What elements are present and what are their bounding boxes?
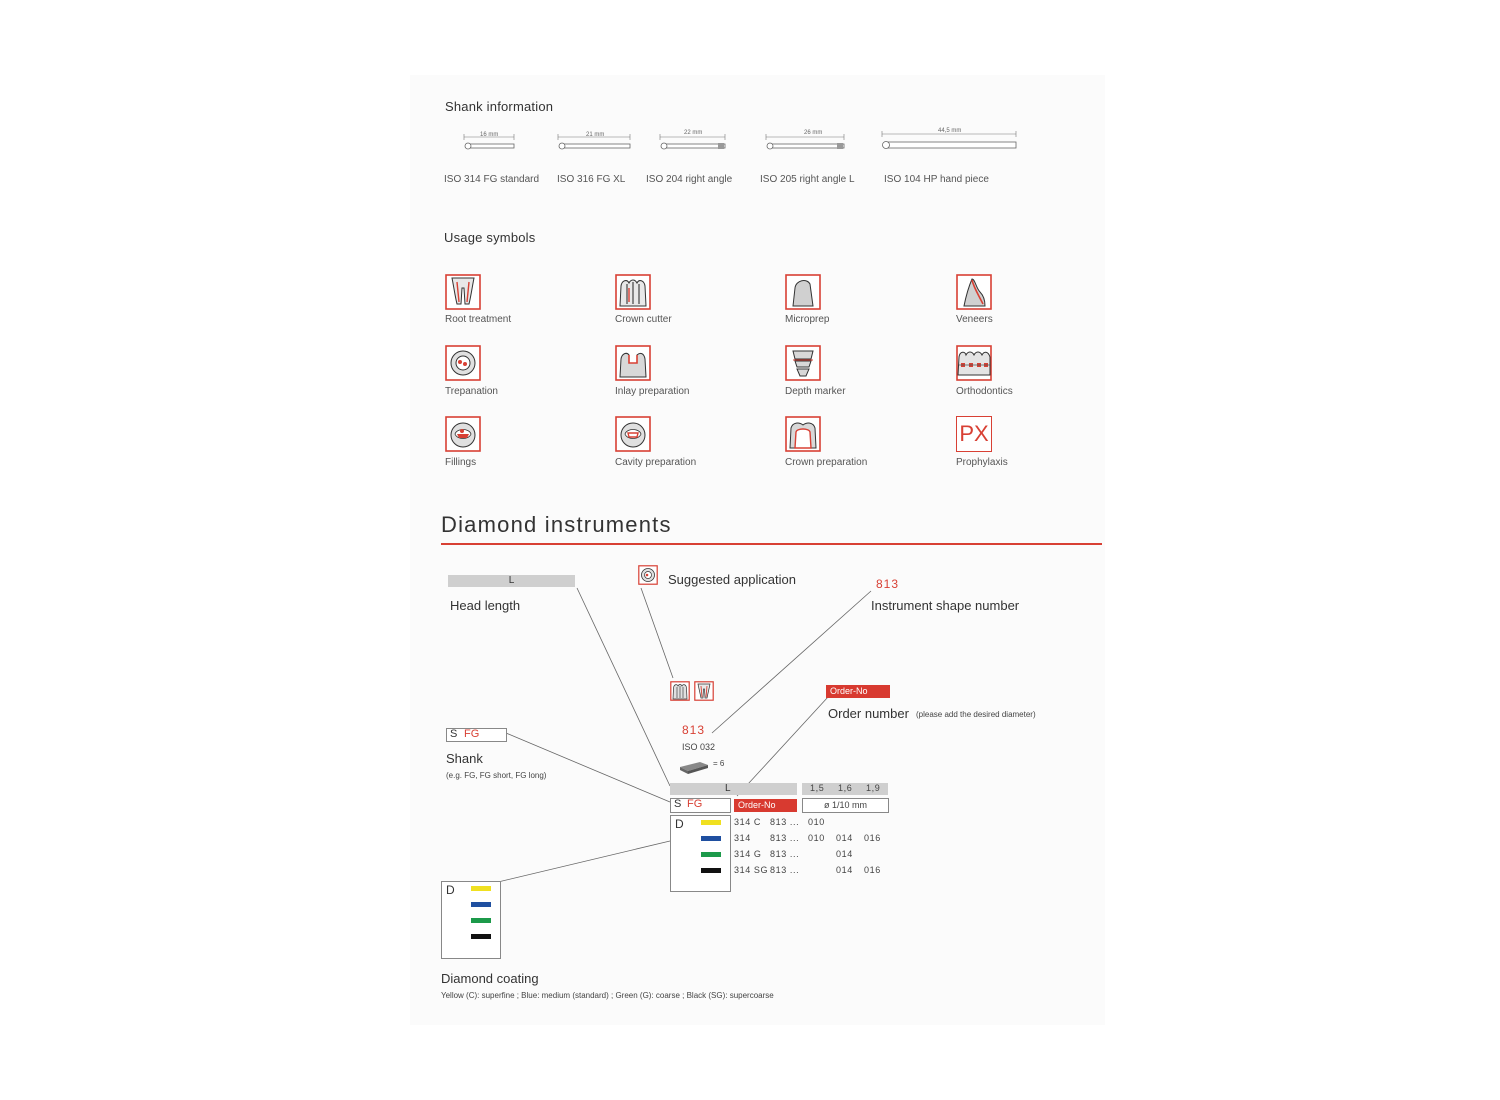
coating-label: Diamond coating — [441, 971, 539, 986]
shank-note: (e.g. FG, FG short, FG long) — [446, 771, 547, 780]
table-shank-s: S — [674, 798, 682, 810]
package-icon — [678, 758, 710, 774]
shank-box — [446, 728, 507, 742]
row-coating-swatch — [701, 820, 721, 825]
diamond-title: Diamond instruments — [441, 512, 672, 537]
diameter-1: 1,5 — [810, 783, 825, 793]
row-code: 314 — [734, 833, 751, 843]
row-code: 314 G — [734, 849, 762, 859]
shank-label-104: ISO 104 HP hand piece — [884, 174, 989, 185]
row-diameter-cell: 010 — [808, 817, 825, 827]
row-diameter-cell: 016 — [864, 833, 881, 843]
shank-dim-316: 21 mm — [586, 132, 605, 138]
iso-number: ISO 032 — [682, 742, 716, 752]
usage-heading: Usage symbols — [444, 230, 536, 245]
row-shape: 813 ... — [770, 817, 800, 827]
row-diameter-cell: 014 — [836, 849, 853, 859]
row-diameter-cell: 016 — [864, 865, 881, 875]
suggested-application-label: Suggested application — [668, 572, 796, 587]
coating-swatch — [471, 902, 491, 907]
usage-label-crown-preparation: Crown preparation — [785, 457, 868, 468]
table-l-bar — [670, 783, 797, 795]
usage-label-orthodontics: Orthodontics — [956, 386, 1013, 397]
row-code: 314 C — [734, 817, 762, 827]
table-shank-cell — [670, 798, 731, 813]
coating-swatch — [471, 886, 491, 891]
coating-box-d: D — [446, 883, 455, 897]
row-coating-swatch — [701, 836, 721, 841]
head-length-label: Head length — [450, 598, 521, 613]
shank-dim-104: 44,5 mm — [938, 128, 962, 134]
usage-label-root-treatment: Root treatment — [445, 314, 512, 325]
usage-label-inlay-preparation: Inlay preparation — [615, 386, 690, 397]
shank-label-316: ISO 316 FG XL — [557, 174, 626, 185]
row-shape: 813 ... — [770, 865, 800, 875]
shank-label: Shank — [446, 751, 483, 766]
table-unit: ø 1/10 mm — [802, 798, 889, 813]
row-code: 314 SG — [734, 865, 769, 875]
root-treatment-small-icon — [694, 681, 714, 701]
order-number-note: (please add the desired diameter) — [916, 710, 1036, 719]
diameter-2: 1,6 — [838, 783, 853, 793]
table-shank-fg: FG — [687, 798, 703, 810]
table-l-label: L — [725, 783, 731, 794]
shank-label-314: ISO 314 FG standard — [444, 174, 540, 185]
usage-label-veneers: Veneers — [956, 314, 993, 325]
shank-label-204: ISO 204 right angle — [646, 174, 733, 185]
shape-number-label: Instrument shape number — [871, 598, 1020, 613]
table-order-tag: Order-No — [734, 799, 797, 812]
usage-label-crown-cutter: Crown cutter — [615, 314, 672, 325]
head-length-bar: L — [448, 575, 575, 587]
diameter-3: 1,9 — [866, 783, 881, 793]
row-diameter-cell: 014 — [836, 865, 853, 875]
coating-swatch — [471, 934, 491, 939]
usage-label-depth-marker: Depth marker — [785, 386, 846, 397]
order-number-label: Order number — [828, 706, 909, 721]
row-diameter-cell: 014 — [836, 833, 853, 843]
shank-dim-205: 26 mm — [804, 130, 823, 136]
row-coating-swatch — [701, 852, 721, 857]
coating-swatch — [471, 918, 491, 923]
usage-label-microprep: Microprep — [785, 314, 830, 325]
shank-dim-314: 16 mm — [480, 132, 499, 138]
suggested-application-icon — [638, 565, 658, 585]
row-coating-swatch — [701, 868, 721, 873]
usage-label-trepanation: Trepanation — [445, 386, 498, 397]
usage-label-cavity-preparation: Cavity preparation — [615, 457, 697, 468]
table-diameter-header — [802, 783, 888, 795]
order-no-tag: Order-No — [826, 685, 890, 698]
usage-label-fillings: Fillings — [445, 457, 477, 468]
prophylaxis-icon: PX — [956, 416, 992, 452]
row-shape: 813 ... — [770, 833, 800, 843]
shape-number-callout: 813 — [876, 577, 900, 591]
row-diameter-cell: 010 — [808, 833, 825, 843]
crown-cutter-small-icon — [670, 681, 690, 701]
coating-note: Yellow (C): superfine ; Blue: medium (standard) ; Green (G): coarse ; Black (SG): supercoarse — [441, 991, 774, 1000]
usage-label-prophylaxis: Prophylaxis — [956, 457, 1008, 468]
instrument-shape-number: 813 — [682, 723, 706, 737]
shank-box-fg: FG — [464, 728, 480, 740]
shank-dim-204: 22 mm — [684, 130, 703, 136]
shank-label-205: ISO 205 right angle L — [760, 174, 855, 185]
table-coating-d: D — [675, 817, 684, 831]
shank-box-s: S — [450, 728, 458, 740]
package-quantity: = 6 — [713, 759, 725, 768]
shank-heading: Shank information — [445, 99, 554, 114]
row-shape: 813 ... — [770, 849, 800, 859]
